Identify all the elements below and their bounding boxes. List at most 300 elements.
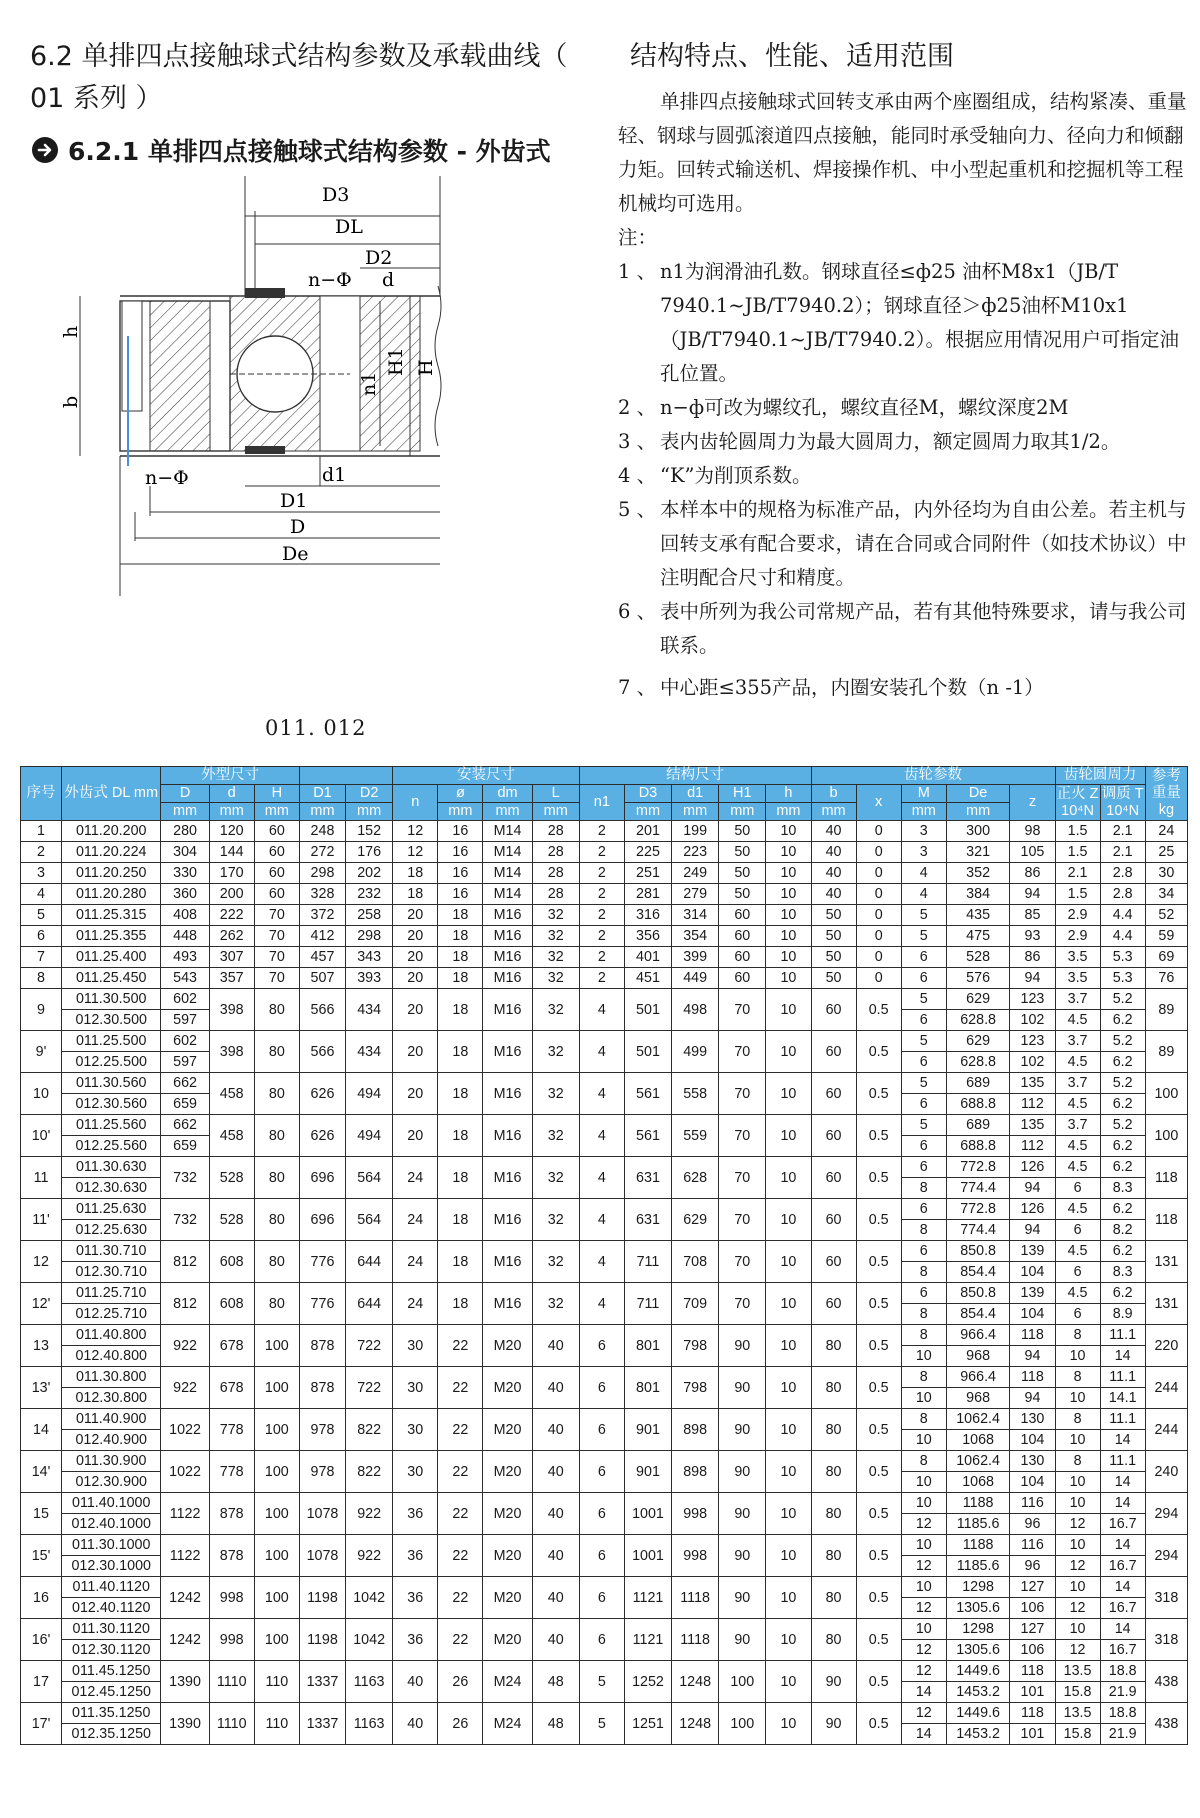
table-cell: 22 [438,1451,483,1493]
table-cell: 4.5 [1055,1136,1100,1157]
col-n: n [393,785,438,821]
table-row [21,1409,1188,1430]
table-cell: 248 [299,821,345,842]
unit-mm: mm [532,803,579,821]
table-cell: 801 [624,1367,671,1409]
table-cell: M16 [483,1241,532,1283]
table-cell: 360 [161,884,209,905]
table-cell: 200 [209,884,254,905]
table-cell: 631 [624,1199,671,1241]
table-cell: 448 [161,926,209,947]
table-cell: 10 [901,1619,946,1640]
table-cell: 10 [766,905,811,926]
table-cell: 507 [299,968,345,989]
table-cell: 011.30.800 [62,1367,161,1388]
table-cell: 352 [946,863,1010,884]
table-cell: 50 [811,947,856,968]
table-cell: 922 [346,1535,393,1577]
table-cell: 597 [161,1052,209,1073]
table-cell: 130 [1010,1451,1055,1472]
table-cell: 18 [438,1073,483,1115]
table-cell: 10 [901,1577,946,1598]
table-cell: 22 [438,1493,483,1535]
table-cell: 662 [161,1073,209,1094]
table-cell: 139 [1010,1283,1055,1304]
group-gear: 齿轮参数 [811,767,1055,785]
table-cell: 118 [1010,1661,1055,1682]
table-cell: 6 [1055,1262,1100,1283]
table-cell: 12 [393,821,438,842]
table-cell: 812 [161,1283,209,1325]
group-blank [299,767,392,785]
table-cell: 104 [1010,1262,1055,1283]
table-cell: 1248 [672,1661,719,1703]
table-cell: 94 [1010,1220,1055,1241]
table-cell: 70 [719,1031,766,1073]
table-cell: 16 [21,1577,62,1619]
table-cell: 822 [346,1451,393,1493]
table-cell: 0 [856,842,901,863]
table-cell: 1042 [346,1619,393,1661]
table-cell: 0.5 [856,1031,901,1073]
table-cell: 688.8 [946,1094,1010,1115]
table-cell: 4.4 [1100,926,1145,947]
table-cell: 6.2 [1100,1136,1145,1157]
table-cell: 011.25.355 [62,926,161,947]
table-cell: 94 [1010,1388,1055,1409]
table-cell: 626 [299,1073,345,1115]
table-cell: 354 [672,926,719,947]
table-cell: 0.5 [856,1703,901,1745]
table-cell: 012.25.500 [62,1052,161,1073]
label-D: D [290,516,306,538]
table-cell: 678 [209,1367,254,1409]
table-cell: 139 [1010,1241,1055,1262]
table-cell: 10 [766,1619,811,1661]
table-cell: 628.8 [946,1052,1010,1073]
table-cell: 60 [254,863,299,884]
table-cell: 561 [624,1073,671,1115]
table-cell: 4 [579,1241,624,1283]
table-cell: 15.8 [1055,1682,1100,1703]
table-cell: 6.2 [1100,1241,1145,1262]
table-cell: 8 [1055,1451,1100,1472]
table-cell: 20 [393,1031,438,1073]
table-cell: 012.40.1000 [62,1514,161,1535]
table-cell: 2 [579,863,624,884]
table-cell: 1337 [299,1661,345,1703]
table-cell: 60 [811,989,856,1031]
unit-mm: mm [483,803,532,821]
table-cell: 222 [209,905,254,926]
table-cell: 850.8 [946,1283,1010,1304]
table-cell: 18 [438,926,483,947]
table-cell: 1001 [624,1493,671,1535]
table-cell: 1188 [946,1493,1010,1514]
table-cell: 100 [254,1409,299,1451]
table-cell: 281 [624,884,671,905]
table-cell: 10 [766,989,811,1031]
table-cell: 10 [766,1535,811,1577]
table-cell: 732 [161,1199,209,1241]
table-cell: 32 [532,905,579,926]
table-cell: 012.30.1120 [62,1640,161,1661]
table-cell: 10 [766,1577,811,1619]
table-cell: 86 [1010,947,1055,968]
label-DL: DL [335,216,363,238]
table-cell: 10 [766,1409,811,1451]
table-cell: 118 [1010,1325,1055,1346]
table-cell: 90 [719,1493,766,1535]
table-cell: 112 [1010,1094,1055,1115]
table-cell: 86 [1010,863,1055,884]
col-D2: D2 [346,785,393,803]
table-cell: 14 [1100,1577,1145,1598]
table-cell: 978 [299,1451,345,1493]
table-cell: 798 [672,1325,719,1367]
table-cell: 80 [811,1493,856,1535]
table-cell: 50 [719,842,766,863]
table-cell: 0 [856,884,901,905]
table-cell: 398 [209,1031,254,1073]
table-cell: 90 [719,1409,766,1451]
table-cell: 80 [811,1409,856,1451]
table-cell: 10 [766,926,811,947]
table-cell: 854.4 [946,1304,1010,1325]
table-cell: 17' [21,1703,62,1745]
table-cell: 6.2 [1100,1094,1145,1115]
table-cell: 4 [579,989,624,1031]
table-cell: 6 [579,1409,624,1451]
table-cell: 2.1 [1100,842,1145,863]
table-cell: 52 [1145,905,1187,926]
table-cell: 708 [672,1241,719,1283]
table-cell: 012.25.630 [62,1220,161,1241]
table-cell: 12 [901,1661,946,1682]
table-cell: 14 [1100,1472,1145,1493]
table-cell: 5.2 [1100,1031,1145,1052]
table-cell: 60 [811,1031,856,1073]
table-cell: 8 [1055,1409,1100,1430]
table-cell: 10 [21,1073,62,1115]
table-cell: 10 [901,1493,946,1514]
table-cell: 528 [946,947,1010,968]
table-cell: 1110 [209,1661,254,1703]
table-cell: 1252 [624,1661,671,1703]
table-cell: 116 [1010,1535,1055,1556]
table-cell: 2.8 [1100,884,1145,905]
table-cell: 8.2 [1100,1220,1145,1241]
table-cell: M16 [483,947,532,968]
table-cell: 678 [209,1325,254,1367]
table-cell: 1298 [946,1619,1010,1640]
table-cell: 100 [254,1451,299,1493]
table-cell: 501 [624,989,671,1031]
table-cell: 90 [811,1703,856,1745]
table-cell: 28 [532,884,579,905]
table-cell: 94 [1010,968,1055,989]
table-cell: 878 [299,1367,345,1409]
table-cell: 6 [579,1325,624,1367]
table-cell: 1062.4 [946,1409,1010,1430]
table-cell: 629 [672,1199,719,1241]
table-cell: 30 [393,1409,438,1451]
label-h: h [60,325,82,338]
table-cell: 14' [21,1451,62,1493]
table-cell: 1118 [672,1619,719,1661]
table-cell: 801 [624,1325,671,1367]
table-cell: 70 [719,1283,766,1325]
table-cell: 696 [299,1199,345,1241]
table-cell: 318 [1145,1577,1187,1619]
table-cell: 1121 [624,1577,671,1619]
table-cell: 878 [209,1493,254,1535]
table-cell: 966.4 [946,1367,1010,1388]
table-cell: 26 [438,1661,483,1703]
table-cell: 110 [254,1661,299,1703]
table-cell: 240 [1145,1451,1187,1493]
table-cell: 564 [346,1157,393,1199]
table-cell: 0 [856,905,901,926]
table-cell: 258 [346,905,393,926]
table-cell: 10 [766,968,811,989]
table-cell: 8 [901,1325,946,1346]
table-cell: 0.5 [856,1619,901,1661]
table-cell: 10 [901,1388,946,1409]
table-cell: 4.5 [1055,1010,1100,1031]
table-cell: 372 [299,905,345,926]
table-cell: 22 [438,1619,483,1661]
table-cell: 12' [21,1283,62,1325]
table-cell: 5 [901,1031,946,1052]
table-cell: 5 [579,1703,624,1745]
table-cell: 0.5 [856,1115,901,1157]
table-cell: 6 [901,1136,946,1157]
table-cell: 16 [438,884,483,905]
table-cell: 356 [624,926,671,947]
table-cell: 10' [21,1115,62,1157]
table-cell: 32 [532,1115,579,1157]
table-cell: 60 [811,1115,856,1157]
table-cell: 199 [672,821,719,842]
table-cell: 16' [21,1619,62,1661]
table-cell: 012.30.500 [62,1010,161,1031]
table-cell: 812 [161,1241,209,1283]
note-item: 7 、 中心距≤355产品，内圈安装孔个数（n -1） [618,676,1044,699]
label-De: De [282,543,309,565]
note-item: 6 、 表中所列为我公司常规产品，若有其他特殊要求，请与我公司联系。 [618,600,1187,657]
table-cell: 80 [254,1241,299,1283]
col-weight: 参考 重量 kg [1145,767,1187,821]
table-cell: 60 [254,842,299,863]
table-cell: 11.1 [1100,1367,1145,1388]
table-cell: 144 [209,842,254,863]
table-cell: 22 [438,1409,483,1451]
table-cell: 1068 [946,1430,1010,1451]
note-item: 1 、 n1为润滑油孔数。钢球直径≤ф25 油杯M8x1（JB/T 7940.1~JB/T7940.2）；钢球直径＞ф25油杯M10x1（JB/T7940.1~JB/T7940.2）。根据应用情况用户可指定油孔位置。 [618,260,1179,385]
table-cell: 11.1 [1100,1325,1145,1346]
table-cell: 318 [1145,1619,1187,1661]
table-cell: 4 [21,884,62,905]
table-cell: 93 [1010,926,1055,947]
unit-mm: mm [254,803,299,821]
table-cell: M24 [483,1703,532,1745]
table-cell: 1337 [299,1703,345,1745]
table-cell: 493 [161,947,209,968]
table-cell: 13.5 [1055,1703,1100,1724]
table-cell: 10 [766,1325,811,1367]
table-cell: 225 [624,842,671,863]
table-cell: 12 [1055,1640,1100,1661]
col-H: H [254,785,299,803]
table-cell: 4 [579,1157,624,1199]
table-cell: 100 [254,1325,299,1367]
table-cell: 435 [946,905,1010,926]
table-cell: 4 [579,1115,624,1157]
table-cell: M20 [483,1325,532,1367]
table-cell: 14.1 [1100,1388,1145,1409]
table-cell: 70 [254,947,299,968]
table-cell: 80 [254,989,299,1031]
table-cell: 90 [719,1619,766,1661]
table-cell: 6 [901,1241,946,1262]
table-cell: 399 [672,947,719,968]
table-cell: 10 [766,1283,811,1325]
table-cell: 1390 [161,1703,209,1745]
table-cell: 10 [1055,1535,1100,1556]
table-cell: 127 [1010,1619,1055,1640]
table-cell: 6 [901,968,946,989]
unit-mm: mm [901,803,946,821]
col-seq: 序号 [21,767,62,821]
table-cell: 408 [161,905,209,926]
unit-mm: mm [672,803,719,821]
table-cell: 1198 [299,1619,345,1661]
table-cell: 100 [1145,1115,1187,1157]
table-cell: 80 [254,1199,299,1241]
table-cell: 1122 [161,1535,209,1577]
table-cell: M20 [483,1577,532,1619]
table-cell: 4 [579,1031,624,1073]
table-cell: 011.30.630 [62,1157,161,1178]
table-cell: 105 [1010,842,1055,863]
table-cell: 89 [1145,1031,1187,1073]
table-row [21,863,1188,884]
table-cell: 10 [766,947,811,968]
table-cell: 10 [901,1346,946,1367]
table-cell: 3.7 [1055,1031,1100,1052]
table-cell: 20 [393,1115,438,1157]
table-cell: 012.40.1120 [62,1598,161,1619]
table-cell: 1242 [161,1619,209,1661]
table-cell: 1242 [161,1577,209,1619]
table-cell: 0 [856,947,901,968]
table-row [21,1493,1188,1514]
table-row [21,1619,1188,1640]
label-d1: d1 [322,464,347,486]
table-cell: 12 [901,1598,946,1619]
table-cell: 6 [21,926,62,947]
table-cell: 1188 [946,1535,1010,1556]
table-cell: 2.1 [1055,863,1100,884]
table-cell: 1449.6 [946,1661,1010,1682]
table-cell: 32 [532,989,579,1031]
table-cell: 36 [393,1535,438,1577]
table-row [21,1535,1188,1556]
table-row [21,968,1188,989]
table-cell: 011.25.315 [62,905,161,926]
arrow-right-icon [32,137,58,163]
table-cell: 80 [254,1157,299,1199]
table-cell: 21.9 [1100,1682,1145,1703]
table-cell: 662 [161,1115,209,1136]
table-cell: 6 [1055,1220,1100,1241]
table-cell: 244 [1145,1367,1187,1409]
table-row [21,1283,1188,1304]
table-cell: 12 [1055,1514,1100,1535]
table-cell: 475 [946,926,1010,947]
table-cell: 102 [1010,1052,1055,1073]
table-cell: 012.30.710 [62,1262,161,1283]
table-row [21,1451,1188,1472]
table-cell: 32 [532,1199,579,1241]
table-cell: 94 [1010,1178,1055,1199]
table-cell: 126 [1010,1157,1055,1178]
table-cell: 298 [299,863,345,884]
col-z: z [1010,785,1055,821]
table-cell: 251 [624,863,671,884]
unit-mm: mm [766,803,811,821]
table-cell: 0.5 [856,1493,901,1535]
table-cell: 14 [1100,1430,1145,1451]
table-cell: 1001 [624,1535,671,1577]
table-cell: 398 [209,989,254,1031]
table-cell: 978 [299,1409,345,1451]
table-cell: 80 [811,1325,856,1367]
table-cell: M14 [483,884,532,905]
table-cell: 18 [438,947,483,968]
intro-paragraph: 单排四点接触球式回转支承由两个座圈组成，结构紧凑、重量轻、钢球与圆弧滚道四点接触，能同时承受轴向力、径向力和倾翻力矩。回转式输送机、焊接操作机、中小型起重机和挖掘机等工程机械均可选用。 [618,90,1187,215]
table-cell: 901 [624,1451,671,1493]
table-cell: 127 [1010,1577,1055,1598]
col-h: h [766,785,811,803]
table-cell: 116 [1010,1493,1055,1514]
table-cell: 50 [811,926,856,947]
table-cell: 307 [209,947,254,968]
table-cell: 80 [811,1367,856,1409]
table-cell: 2.9 [1055,926,1100,947]
table-cell: 1078 [299,1535,345,1577]
table-cell: 14 [901,1682,946,1703]
table-cell: 32 [532,926,579,947]
table-cell: 30 [393,1325,438,1367]
table-row [21,1703,1188,1724]
note-item: 3 、 表内齿轮圆周力为最大圆周力，额定圆周力取其1/2。 [618,430,1121,453]
table-cell: 104 [1010,1430,1055,1451]
table-cell: 011.40.1120 [62,1577,161,1598]
table-cell: 40 [393,1661,438,1703]
label-H1: H1 [385,347,407,376]
table-cell: 1.5 [1055,842,1100,863]
table-cell: 528 [209,1199,254,1241]
table-cell: 6.2 [1100,1052,1145,1073]
table-cell: 14 [21,1409,62,1451]
table-cell: 80 [254,1073,299,1115]
table-cell: 5 [901,989,946,1010]
table-cell: 4 [579,1073,624,1115]
table-cell: 011.40.1000 [62,1493,161,1514]
table-cell: 2.1 [1100,821,1145,842]
